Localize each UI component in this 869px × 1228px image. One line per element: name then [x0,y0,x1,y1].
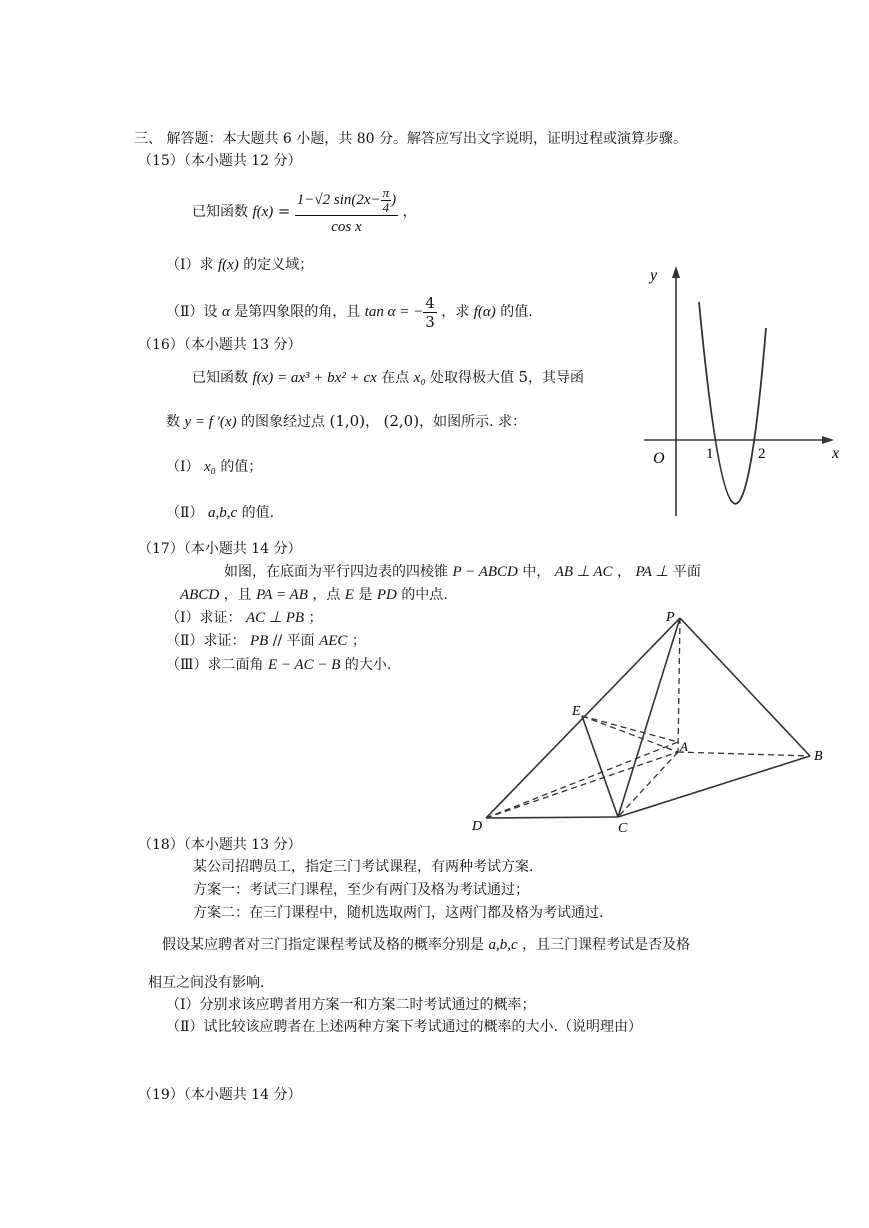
origin-label: O [653,450,665,467]
q17-line1: 如图，在底面为平行四边表的四棱锥 P − ABCD 中， AB ⊥ AC ， PA ⊥ 平面 [224,564,701,580]
q18-line5: 相互之间没有影响. [148,975,265,991]
q17-pyramid-figure [462,604,832,840]
q18-line2: 方案一：考试三门课程，至少有两门及格为考试通过； [193,882,529,898]
label-E: E [572,704,581,719]
q15-part1: （Ⅰ）求 f(x) 的定义域； [166,257,314,273]
x-axis-label: x [832,445,840,462]
label-D: D [472,819,483,834]
q15-comma: ， [402,204,417,220]
q15-part2: （Ⅱ）设 α 是第四象限的角，且 tan α = − $\frac{4}{3}$ ，求 f(α) 的值. [166,293,533,331]
y-axis-label: y [650,267,658,284]
q16-line2: 数 y = f ′(x) 的图象经过点 (1,0)， (2,0)，如图所示. 求： [166,412,526,430]
q18-part1: （Ⅰ）分别求该应聘者用方案一和方案二时考试通过的概率； [166,997,536,1013]
edge-PB [680,618,810,756]
q15-eq: = [277,202,291,220]
q17-heading: （17）（本小题共 14 分） [138,541,302,557]
q15-pi-over-4: $\frac{\pi}{4}$ [382,185,390,215]
q15-f-alpha: f(α) [473,304,496,320]
q15-function-definition [192,186,417,238]
edge-PA [678,618,680,752]
q17-part1: （Ⅰ）求证： AC ⊥ PB ； [166,610,323,626]
edge-CB [618,756,810,817]
edge-DA [486,752,678,818]
q16-cubic: f(x) = ax³ + bx² + cx [252,370,377,386]
q16-derivative: y = f ′(x) [184,414,237,430]
q16-part2: （Ⅱ） a,b,c 的值. [166,505,275,521]
q18-line4: 假设某应聘者对三门指定课程考试及格的概率分别是 a,b,c ，且三门课程考试是否及格 [162,937,691,953]
edge-EC [582,716,618,817]
q15-fraction [295,186,398,238]
q15-tan: tan α = − [364,304,424,320]
q15-part1-fx: f(x) [217,257,239,273]
q17-part2: （Ⅱ）求证： PB // 平面 AEC ； [166,633,366,649]
q16-five: 5 [518,368,528,386]
q16-line1: 已知函数 f(x) = ax³ + bx² + cx 在点 x₀ 处取得极大值 5，其导函 [192,368,584,386]
edge-AB [678,752,810,756]
section-header: 三、 解答题：本大题共 6 小题，共 80 分。解答应写出文字说明，证明过程或演算步骤。 [134,131,687,147]
q16-x0: x₀ [413,370,426,386]
label-C: C [618,821,628,836]
q17-part3: （Ⅲ）求二面角 E − AC − B 的大小. [166,657,392,673]
y-axis-arrow [672,266,680,278]
q15-numerator: 1−√2 sin(2x− $\frac{\pi}{4}$ ) [296,185,397,215]
q18-heading: （18）（本小题共 13 分） [138,837,302,853]
q15-alpha: α [221,304,230,320]
q16-point1: (1,0) [329,412,366,430]
q16-heading: （16）（本小题共 13 分） [138,337,302,353]
q17-line2: ABCD ，且 PA = AB ，点 E 是 PD 的中点. [180,587,448,603]
q18-part2: （Ⅱ）试比较该应聘者在上述两种方案下考试通过的概率的大小.（说明理由） [166,1019,642,1035]
parabola-curve [699,302,766,504]
label-P: P [666,610,675,625]
label-A: A [680,739,688,754]
edge-DC [486,817,618,818]
x-axis-arrow [822,436,834,444]
q16-part1: （Ⅰ） x₀ 的值； [166,459,263,475]
edge-EA-upper [582,716,678,742]
q19-heading: （19）（本小题共 14 分） [138,1087,302,1103]
edge-EA [582,716,678,752]
q16-derivative-graph [636,258,850,520]
q15-tan-fraction: $\frac{4}{3}$ [425,293,435,331]
q16-point2: (2,0) [383,412,420,430]
tick-1: 1 [706,446,714,462]
q18-line1: 某公司招聘员工，指定三门考试课程，有两种考试方案. [193,859,534,875]
q15-fx: f(x) [252,204,274,220]
q15-heading: （15）（本小题共 12 分） [138,153,302,169]
edge-PC [618,618,680,817]
q15-denominator: cos x [331,219,362,235]
tick-2: 2 [758,446,766,462]
q18-line3: 方案二：在三门课程中，随机选取两门，这两门都及格为考试通过. [193,905,604,921]
label-B: B [814,749,823,764]
q15-intro: 已知函数 [192,204,248,220]
